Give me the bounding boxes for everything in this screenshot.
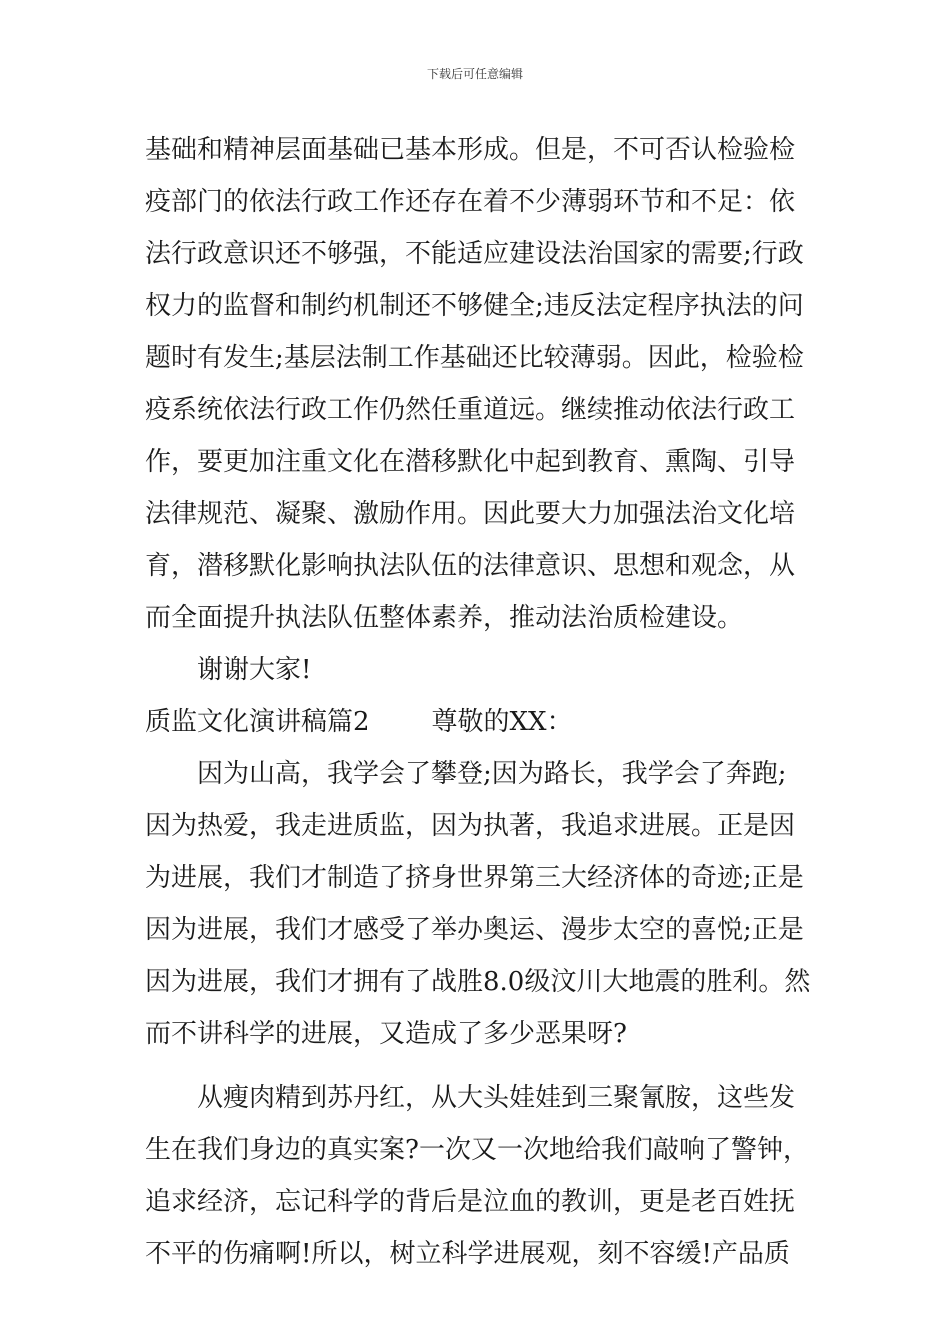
text-line: 法律规范、凝聚、激励作用。因此要大力加强法治文化培 xyxy=(145,499,796,529)
text-line: 因为山高，我学会了攀登;因为路长，我学会了奔跑; xyxy=(197,759,787,789)
text-line: 法行政意识还不够强，不能适应建设法治国家的需要;行政 xyxy=(145,239,804,269)
text-line: 基础和精神层面基础已基本形成。但是，不可否认检验检 xyxy=(145,135,796,165)
text-line: 疫系统依法行政工作仍然任重道远。继续推动依法行政工 xyxy=(145,395,796,425)
text-line: 权力的监督和制约机制还不够健全;违反法定程序执法的问 xyxy=(145,291,804,321)
text-line: 因为进展，我们才拥有了战胜8.0级汶川大地震的胜利。然 xyxy=(145,967,811,997)
text-line: 题时有发生;基层法制工作基础还比较薄弱。因此，检验检 xyxy=(145,343,804,373)
document-body xyxy=(145,124,810,1280)
text-line: 生在我们身边的真实案?一次又一次地给我们敲响了警钟， xyxy=(145,1135,809,1165)
salutation: 尊敬的XX： xyxy=(431,707,573,737)
text-line: 追求经济，忘记科学的背后是泣血的教训，更是老百姓抚 xyxy=(145,1187,796,1217)
section-title: 质监文化演讲稿篇2 xyxy=(145,707,370,737)
text-line: 作，要更加注重文化在潜移默化中起到教育、熏陶、引导 xyxy=(145,447,796,477)
text-line: 因为热爱，我走进质监，因为执著，我追求进展。正是因 xyxy=(145,811,796,841)
page-header-note: 下载后可任意编辑 xyxy=(426,67,523,81)
text-line: 为进展，我们才制造了挤身世界第三大经济体的奇迹;正是 xyxy=(145,863,804,893)
paragraph-1 xyxy=(145,124,810,644)
paragraph-2 xyxy=(145,748,810,1060)
text-line: 不平的伤痛啊!所以，树立科学进展观，刻不容缓!产品质 xyxy=(145,1239,790,1269)
text-line: 而全面提升执法队伍整体素养，推动法治质检建设。 xyxy=(145,603,744,633)
text-line: 因为进展，我们才感受了举办奥运、漫步太空的喜悦;正是 xyxy=(145,915,804,945)
text-line: 从瘦肉精到苏丹红，从大头娃娃到三聚氰胺，这些发 xyxy=(197,1083,796,1113)
text-line: 而不讲科学的进展，又造成了多少恶果呀? xyxy=(145,1019,627,1049)
closing-line: 谢谢大家! xyxy=(197,655,312,685)
text-line: 育，潜移默化影响执法队伍的法律意识、思想和观念，从 xyxy=(145,551,796,581)
section-title-line xyxy=(145,696,810,748)
paragraph-3 xyxy=(145,1072,810,1280)
text-line: 疫部门的依法行政工作还存在着不少薄弱环节和不足：依 xyxy=(145,187,796,217)
